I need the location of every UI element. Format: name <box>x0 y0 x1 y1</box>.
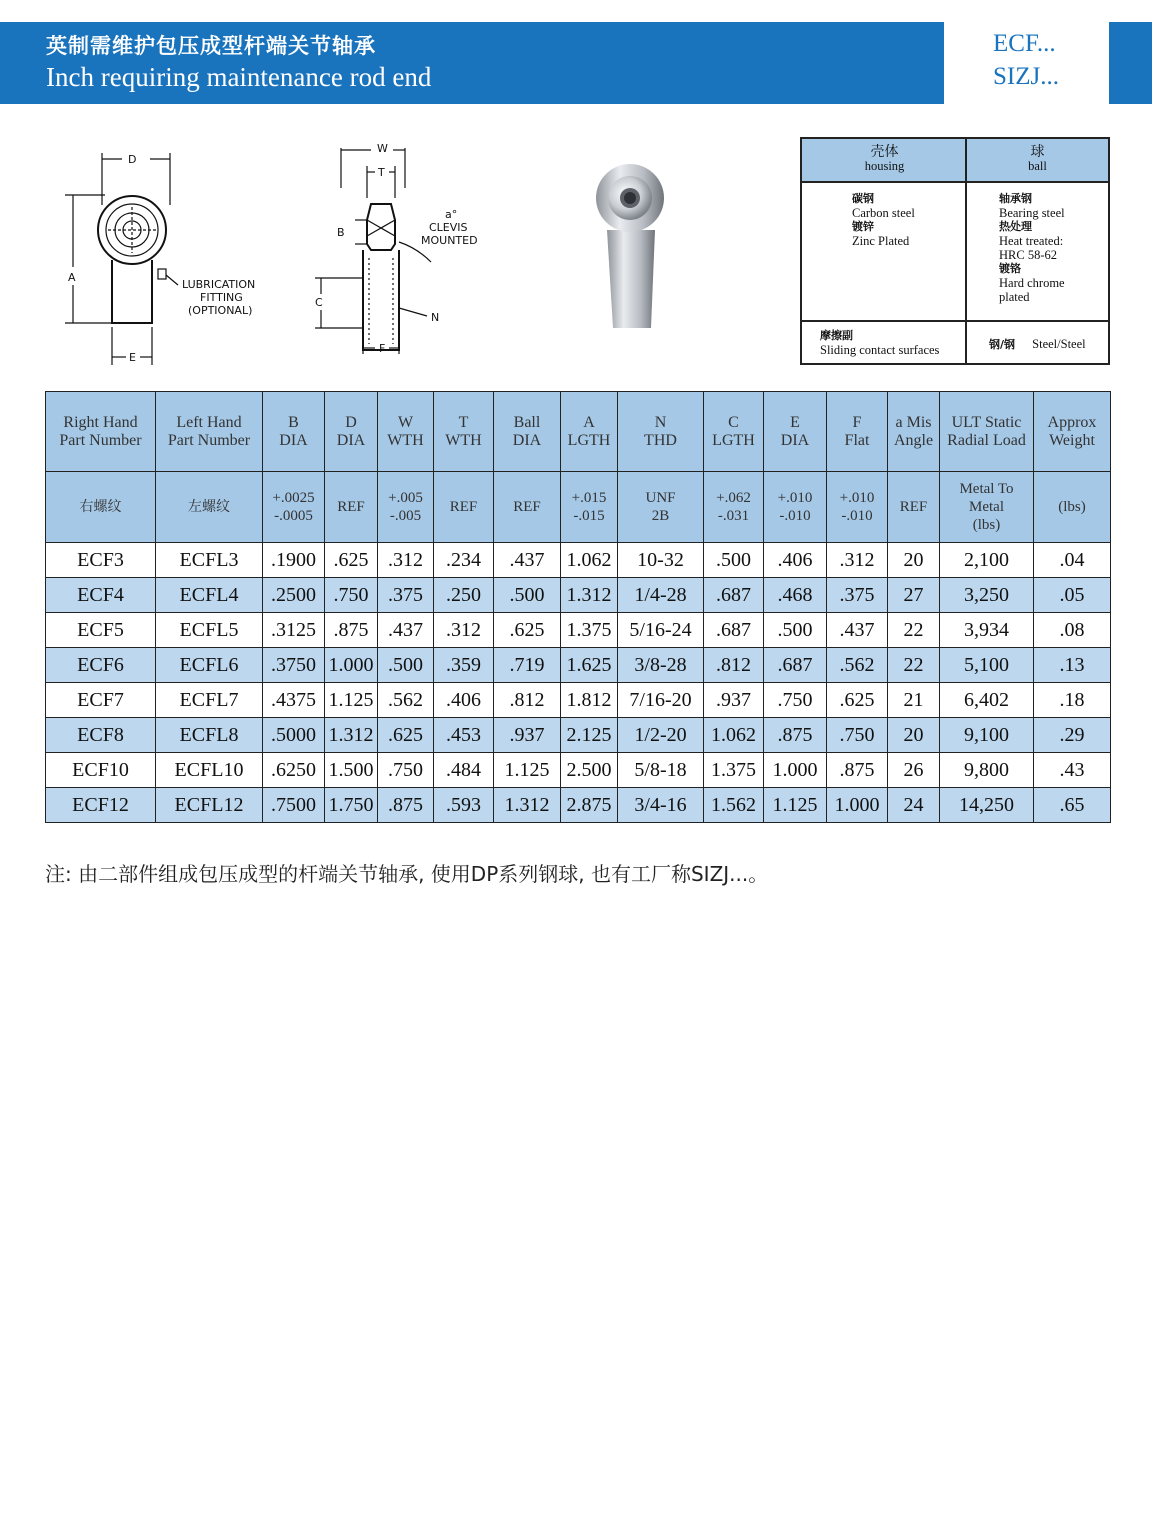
table-cell: 1.750 <box>325 788 378 823</box>
header-mis-angle: a Mis Angle <box>888 392 940 472</box>
subheader-right-thread: 右螺纹 <box>46 472 156 543</box>
ball-material <box>999 192 1107 304</box>
table-cell: .875 <box>827 753 888 788</box>
table-cell: 1.625 <box>561 648 618 683</box>
table-cell: 5/16-24 <box>618 613 704 648</box>
table-cell: 1.375 <box>561 613 618 648</box>
dim-label-b: B <box>337 226 345 239</box>
table-cell: 5,100 <box>940 648 1034 683</box>
table-cell: .3125 <box>263 613 325 648</box>
table-cell: .375 <box>378 578 434 613</box>
table-cell: .812 <box>494 683 561 718</box>
table-cell: .625 <box>494 613 561 648</box>
header-accent-block <box>1109 22 1152 104</box>
header-d-dia: D DIA <box>325 392 378 472</box>
ball-treatment-cn: 热处理 <box>999 220 1032 233</box>
dim-label-e: E <box>129 351 136 364</box>
dim-label-f: F <box>379 342 386 355</box>
table-cell: ECFL6 <box>156 648 263 683</box>
header-ball-dia: Ball DIA <box>494 392 561 472</box>
table-cell: 1.000 <box>325 648 378 683</box>
ball-material-cn: 轴承钢 <box>999 192 1032 205</box>
table-cell: .406 <box>434 683 494 718</box>
table-cell: ECF10 <box>46 753 156 788</box>
ball-finish-en-line2: plated <box>999 290 1030 304</box>
angle-label: a° <box>445 208 458 221</box>
table-cell: .5000 <box>263 718 325 753</box>
housing-header-cn: 壳体 <box>870 144 899 160</box>
page-title-cn: 英制需维护包压成型杆端关节轴承 <box>46 34 376 58</box>
header-n-thd: N THD <box>618 392 704 472</box>
table-cell: .375 <box>827 578 888 613</box>
table-cell: .437 <box>827 613 888 648</box>
table-cell: ECFL7 <box>156 683 263 718</box>
footnote: 注: 由二部件组成包压成型的杆端关节轴承, 使用DP系列钢球, 也有工厂称SIZJ...。 <box>45 862 769 886</box>
table-cell: 1.312 <box>561 578 618 613</box>
table-cell: .500 <box>704 543 764 578</box>
table-cell: .05 <box>1034 578 1111 613</box>
table-cell: ECFL5 <box>156 613 263 648</box>
header-weight: Approx Weight <box>1034 392 1111 472</box>
subheader-t-ref: REF <box>434 472 494 543</box>
rod-end-side-view-diagram <box>60 145 290 370</box>
table-cell: 3/8-28 <box>618 648 704 683</box>
table-cell: 14,250 <box>940 788 1034 823</box>
table-row <box>46 578 1111 613</box>
table-cell: ECFL12 <box>156 788 263 823</box>
table-cell: .625 <box>325 543 378 578</box>
table-row <box>46 613 1111 648</box>
dim-label-n: N <box>431 311 440 324</box>
subheader-f-tolerance: +.010 -.010 <box>827 472 888 543</box>
table-body <box>46 543 1111 823</box>
table-cell: .406 <box>764 543 827 578</box>
table-cell: 1.812 <box>561 683 618 718</box>
table-cell: 22 <box>888 648 940 683</box>
table-cell: .04 <box>1034 543 1111 578</box>
header-e-dia: E DIA <box>764 392 827 472</box>
header-a-lgth: A LGTH <box>561 392 618 472</box>
table-cell: 21 <box>888 683 940 718</box>
table-cell: .937 <box>704 683 764 718</box>
table-cell: .4375 <box>263 683 325 718</box>
table-cell: 1/4-28 <box>618 578 704 613</box>
table-cell: .719 <box>494 648 561 683</box>
table-cell: .312 <box>378 543 434 578</box>
table-header-row <box>46 392 1111 472</box>
sliding-pair-en: Steel/Steel <box>1032 337 1086 351</box>
dim-label-c: C <box>315 296 323 309</box>
table-cell: 1.125 <box>325 683 378 718</box>
table-subheader-row <box>46 472 1111 543</box>
table-cell: .3750 <box>263 648 325 683</box>
rod-end-product-photo <box>585 150 675 335</box>
subheader-a-tolerance: +.015 -.015 <box>561 472 618 543</box>
table-row <box>46 788 1111 823</box>
table-cell: .234 <box>434 543 494 578</box>
table-cell: .29 <box>1034 718 1111 753</box>
table-cell: .65 <box>1034 788 1111 823</box>
table-cell: 1.375 <box>704 753 764 788</box>
subheader-left-thread: 左螺纹 <box>156 472 263 543</box>
rod-end-section-diagram <box>305 138 505 363</box>
table-cell: .500 <box>494 578 561 613</box>
table-cell: .562 <box>378 683 434 718</box>
sliding-surface-en: Sliding contact surfaces <box>820 343 940 357</box>
table-cell: .437 <box>378 613 434 648</box>
subheader-w-tolerance: +.005 -.005 <box>378 472 434 543</box>
sliding-surface-label <box>820 329 965 357</box>
table-cell: 2,100 <box>940 543 1034 578</box>
series-code-sizj: SIZJ... <box>993 63 1059 90</box>
subheader-n-thread-class: UNF 2B <box>618 472 704 543</box>
table-cell: 1.000 <box>764 753 827 788</box>
header-static-load: ULT Static Radial Load <box>940 392 1034 472</box>
header-right-hand: Right Hand Part Number <box>46 392 156 472</box>
lubrication-label-line2: FITTING <box>200 291 243 304</box>
table-row <box>46 718 1111 753</box>
table-cell: .625 <box>378 718 434 753</box>
dim-label-d: D <box>128 153 137 166</box>
table-cell: 2.875 <box>561 788 618 823</box>
table-row <box>46 753 1111 788</box>
subheader-ball-ref: REF <box>494 472 561 543</box>
table-cell: ECF8 <box>46 718 156 753</box>
housing-material <box>852 192 962 248</box>
table-cell: ECF7 <box>46 683 156 718</box>
material-table <box>800 137 1110 365</box>
sliding-pair-value <box>989 337 1109 352</box>
table-cell: 24 <box>888 788 940 823</box>
subheader-weight-unit: (lbs) <box>1034 472 1111 543</box>
table-cell: 1.562 <box>704 788 764 823</box>
table-cell: 2.500 <box>561 753 618 788</box>
table-cell: ECF6 <box>46 648 156 683</box>
lubrication-label-line1: LUBRICATION <box>182 278 256 291</box>
table-cell: 5/8-18 <box>618 753 704 788</box>
housing-material-en: Carbon steel <box>852 206 915 220</box>
table-cell: .6250 <box>263 753 325 788</box>
housing-finish-cn: 镀锌 <box>852 220 874 233</box>
clevis-label-line1: CLEVIS <box>429 221 468 234</box>
table-cell: .2500 <box>263 578 325 613</box>
header-w-wth: W WTH <box>378 392 434 472</box>
ball-header-en: ball <box>1028 159 1047 173</box>
table-row <box>46 648 1111 683</box>
table-cell: .08 <box>1034 613 1111 648</box>
subheader-d-ref: REF <box>325 472 378 543</box>
dim-label-w: W <box>377 142 388 155</box>
table-cell: .312 <box>434 613 494 648</box>
table-cell: 2.125 <box>561 718 618 753</box>
table-cell: .359 <box>434 648 494 683</box>
dimension-table <box>45 391 1111 823</box>
series-code-ecf: ECF... <box>993 30 1056 57</box>
table-cell: 1.125 <box>494 753 561 788</box>
table-cell: .500 <box>764 613 827 648</box>
table-row <box>46 683 1111 718</box>
table-cell: .750 <box>764 683 827 718</box>
table-cell: .43 <box>1034 753 1111 788</box>
housing-header-en: housing <box>864 159 905 173</box>
table-cell: 1.125 <box>764 788 827 823</box>
table-cell: .687 <box>704 578 764 613</box>
page-title-en: Inch requiring maintenance rod end <box>46 62 432 92</box>
table-cell: ECF12 <box>46 788 156 823</box>
table-cell: .500 <box>378 648 434 683</box>
dim-label-t: T <box>378 166 385 179</box>
table-cell: .1900 <box>263 543 325 578</box>
ball-hardness: HRC 58-62 <box>999 248 1057 262</box>
ball-header <box>967 139 1108 183</box>
ball-material-en: Bearing steel <box>999 206 1065 220</box>
table-cell: 7/16-20 <box>618 683 704 718</box>
table-cell: .875 <box>764 718 827 753</box>
subheader-b-tolerance: +.0025 -.0005 <box>263 472 325 543</box>
table-cell: .18 <box>1034 683 1111 718</box>
table-cell: .7500 <box>263 788 325 823</box>
housing-finish-en: Zinc Plated <box>852 234 910 248</box>
table-cell: 1.062 <box>704 718 764 753</box>
ball-header-cn: 球 <box>1030 144 1045 160</box>
ball-finish-cn: 镀铬 <box>999 262 1021 275</box>
header-c-lgth: C LGTH <box>704 392 764 472</box>
subheader-e-tolerance: +.010 -.010 <box>764 472 827 543</box>
table-cell: ECFL10 <box>156 753 263 788</box>
table-cell: .625 <box>827 683 888 718</box>
table-cell: .687 <box>764 648 827 683</box>
table-cell: ECFL4 <box>156 578 263 613</box>
sliding-surface-cn: 摩擦副 <box>820 329 853 342</box>
header-t-wth: T WTH <box>434 392 494 472</box>
table-cell: .562 <box>827 648 888 683</box>
table-cell: .875 <box>325 613 378 648</box>
table-cell: .437 <box>494 543 561 578</box>
table-cell: 9,800 <box>940 753 1034 788</box>
table-cell: 3/4-16 <box>618 788 704 823</box>
table-cell: 1.312 <box>494 788 561 823</box>
table-cell: .593 <box>434 788 494 823</box>
clevis-label-line2: MOUNTED <box>421 234 478 247</box>
subheader-load-unit: Metal To Metal (lbs) <box>940 472 1034 543</box>
table-cell: 20 <box>888 543 940 578</box>
ball-treatment-en: Heat treated: <box>999 234 1064 248</box>
table-cell: .750 <box>378 753 434 788</box>
table-cell: 27 <box>888 578 940 613</box>
ball-finish-en-line1: Hard chrome <box>999 276 1065 290</box>
housing-material-cn: 碳钢 <box>852 192 874 205</box>
table-cell: 22 <box>888 613 940 648</box>
header-b-dia: B DIA <box>263 392 325 472</box>
subheader-angle-ref: REF <box>888 472 940 543</box>
table-cell: .750 <box>325 578 378 613</box>
table-cell: 10-32 <box>618 543 704 578</box>
table-cell: 6,402 <box>940 683 1034 718</box>
table-cell: ECF3 <box>46 543 156 578</box>
subheader-c-tolerance: +.062 -.031 <box>704 472 764 543</box>
table-cell: 26 <box>888 753 940 788</box>
table-cell: .812 <box>704 648 764 683</box>
table-cell: .13 <box>1034 648 1111 683</box>
table-cell: 20 <box>888 718 940 753</box>
header-f-flat: F Flat <box>827 392 888 472</box>
table-cell: .312 <box>827 543 888 578</box>
table-cell: .453 <box>434 718 494 753</box>
header-left-hand: Left Hand Part Number <box>156 392 263 472</box>
table-cell: 1.500 <box>325 753 378 788</box>
table-cell: .687 <box>704 613 764 648</box>
table-cell: ECFL3 <box>156 543 263 578</box>
table-cell: .937 <box>494 718 561 753</box>
table-cell: ECF4 <box>46 578 156 613</box>
table-cell: 1.312 <box>325 718 378 753</box>
table-cell: 9,100 <box>940 718 1034 753</box>
table-cell: 1/2-20 <box>618 718 704 753</box>
table-cell: 3,934 <box>940 613 1034 648</box>
table-cell: 3,250 <box>940 578 1034 613</box>
sliding-pair-cn: 钢/钢 <box>989 338 1016 351</box>
table-cell: .468 <box>764 578 827 613</box>
table-cell: ECF5 <box>46 613 156 648</box>
table-cell: .750 <box>827 718 888 753</box>
table-row <box>46 543 1111 578</box>
table-cell: ECFL8 <box>156 718 263 753</box>
housing-header <box>802 139 967 183</box>
lubrication-label-line3: (OPTIONAL) <box>188 304 253 317</box>
dim-label-a: A <box>68 271 76 284</box>
table-cell: 1.000 <box>827 788 888 823</box>
table-cell: 1.062 <box>561 543 618 578</box>
table-cell: .250 <box>434 578 494 613</box>
table-cell: .484 <box>434 753 494 788</box>
table-cell: .875 <box>378 788 434 823</box>
